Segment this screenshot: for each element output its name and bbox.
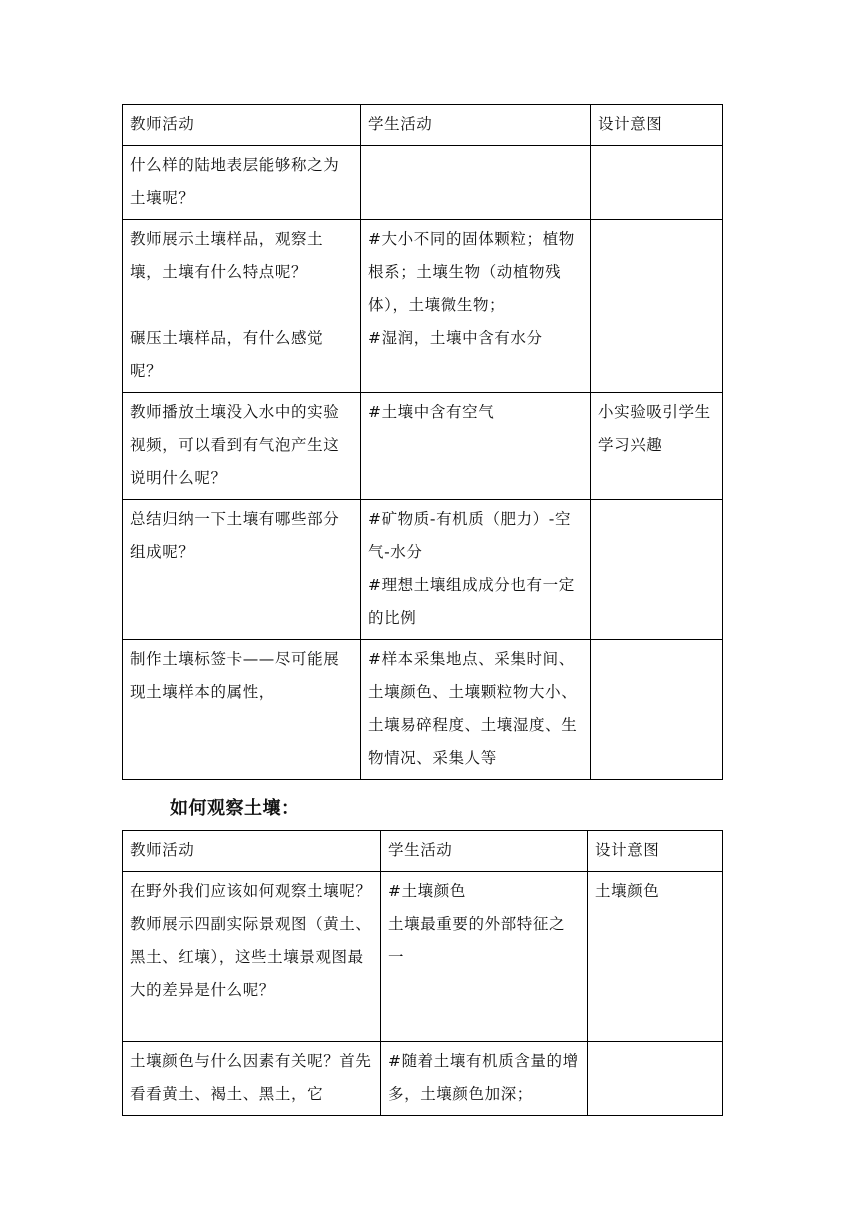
teacher-text: 制作土壤标签卡——尽可能展现土壤样本的属性， [130,650,340,701]
teacher-cell [123,872,381,1042]
student-cell [361,500,591,640]
teacher-text: 什么样的陆地表层能够称之为土壤呢？ [130,156,340,207]
student-text: #随着土壤有机质含量的增多，土壤颜色加深； [388,1052,579,1103]
header-student: 学生活动 [361,105,591,146]
table-row [123,640,723,780]
teacher-cell [123,393,361,500]
student-text: 土壤最重要的外部特征之一 [388,915,566,966]
intent-cell [588,1042,723,1116]
student-cell [361,393,591,500]
student-text: #土壤中含有空气 [368,403,495,421]
intent-cell [591,500,723,640]
student-text: #土壤颜色 [388,882,466,900]
teacher-text: 总结归纳一下土壤有哪些部分组成呢？ [130,510,340,561]
header-teacher: 教师活动 [123,831,381,872]
student-text: #湿润，土壤中含有水分 [368,329,543,347]
student-text: #矿物质-有机质（肥力）-空气-水分 [368,510,572,561]
activity-table-2 [122,830,723,1116]
header-intent: 设计意图 [588,831,723,872]
teacher-cell [123,640,361,780]
teacher-cell [123,500,361,640]
intent-cell [591,146,723,220]
teacher-cell [123,220,361,393]
student-text: #理想土壤组成成分也有一定的比例 [368,576,575,627]
teacher-text: 碾压土壤样品，有什么感觉呢？ [130,329,324,380]
teacher-text: 教师展示土壤样品，观察土壤，土壤有什么特点呢？ [130,230,324,281]
activity-table-1 [122,104,723,780]
intent-text: 土壤颜色 [595,882,660,900]
table-header-row [123,105,723,146]
intent-cell [591,220,723,393]
teacher-cell [123,146,361,220]
intent-cell [591,393,723,500]
intent-text: 小实验吸引学生学习兴趣 [598,403,711,454]
table-row [123,393,723,500]
student-cell [361,220,591,393]
table-row [123,220,723,393]
table-row [123,500,723,640]
student-cell [361,640,591,780]
student-cell [381,1042,588,1116]
table-row [123,1042,723,1116]
intent-cell [591,640,723,780]
intent-cell [588,872,723,1042]
student-cell [361,146,591,220]
header-intent: 设计意图 [591,105,723,146]
student-text: #大小不同的固体颗粒；植物根系；土壤生物（动植物残体），土壤微生物； [368,230,575,314]
student-cell [381,872,588,1042]
teacher-text: 教师播放土壤没入水中的实验视频，可以看到有气泡产生这说明什么呢？ [130,403,340,487]
paragraph-gap [130,289,353,322]
table-row [123,146,723,220]
student-text: #样本采集地点、采集时间、土壤颜色、土壤颗粒物大小、土壤易碎程度、土壤湿度、生物情况、采集人等 [368,650,578,767]
table-header-row [123,831,723,872]
teacher-text: 在野外我们应该如何观察土壤呢？教师展示四副实际景观图（黄土、黑土、红壤），这些土壤景观图最大的差异是什么呢？ [130,882,372,999]
header-student: 学生活动 [381,831,588,872]
header-teacher: 教师活动 [123,105,361,146]
section-heading: 如何观察土壤： [170,798,300,819]
teacher-text: 土壤颜色与什么因素有关呢？首先看看黄土、褐土、黑土，它 [130,1052,372,1103]
table-row [123,872,723,1042]
teacher-cell [123,1042,381,1116]
